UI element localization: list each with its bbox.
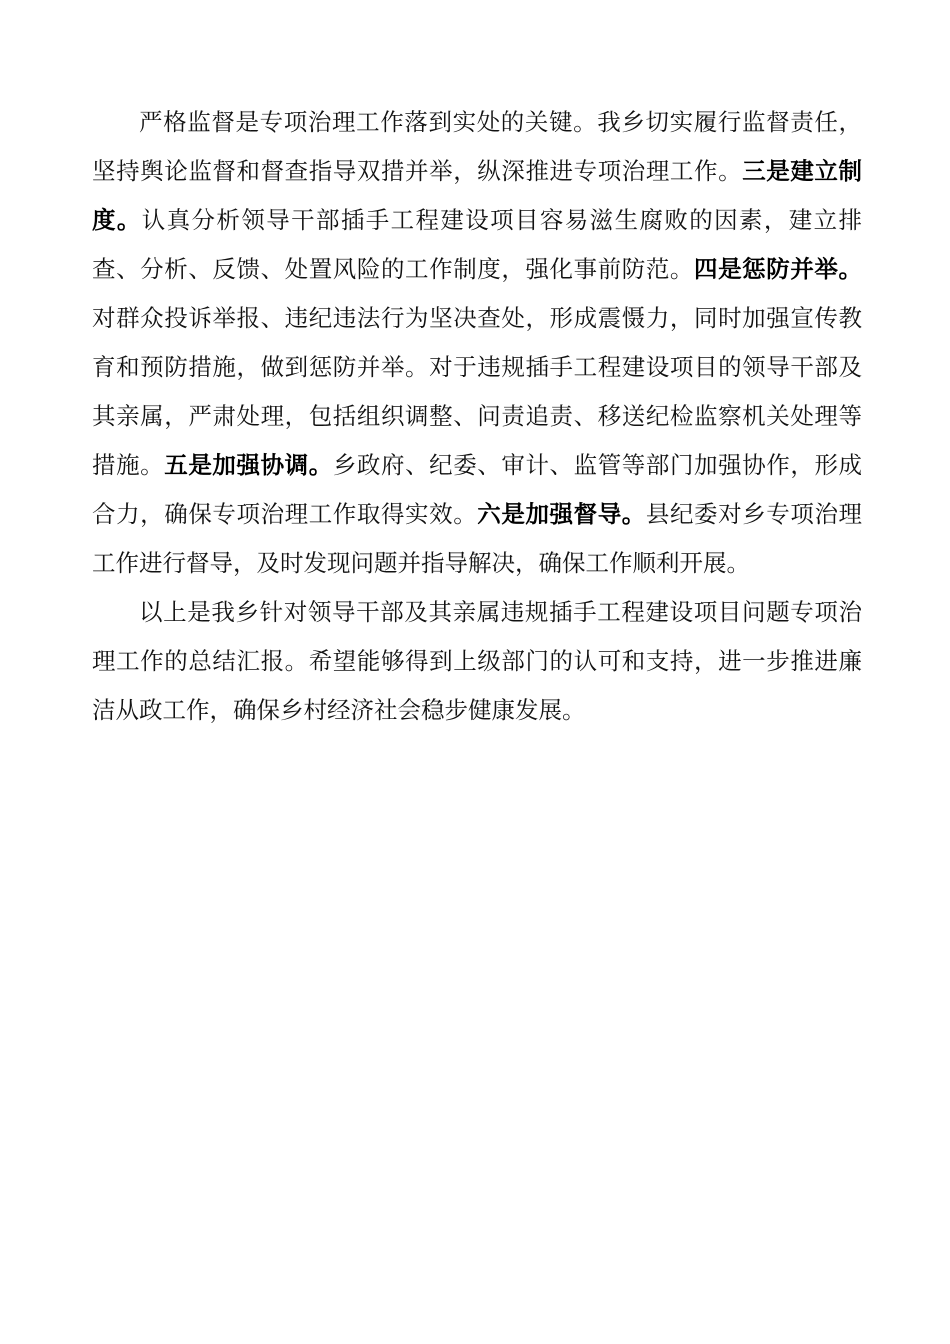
item-6-title: 六是加强督导。 [477,500,646,528]
item-5-text: 乡政府、纪委、审计、监管等部门加强协作，形成合力，确保专项治理工作取得实效。 [92,451,863,528]
paragraph-summary: 以上是我乡针对领导干部及其亲属违规插手工程建设项目问题专项治理工作的总结汇报。希望能够得到上级部门的认可和支持，进一步推进廉洁从政工作，确保乡村经济社会稳步健康发展。 [92,598,862,724]
item-3-title: 三是建立制度。 [92,157,863,234]
paragraph-intro: 严格监督是专项治理工作落到实处的关键。我乡切实履行监督责任，坚持舆论监督和督查指导双措并举，纵深推进专项治理工作。 [92,108,862,185]
item-4-text: 对群众投诉举报、违纪违法行为坚决查处，形成震慑力，同时加强宣传教育和预防措施，做到惩防并举。对于违规插手工程建设项目的领导干部及其亲属，严肃处理，包括组织调整、问责追责、移送纪检监察机关处理等措施。 [92,304,862,479]
item-6-text: 县纪委对乡专项治理工作进行督导，及时发现问题并指导解决，确保工作顺利开展。 [92,500,863,577]
item-4-title: 四是惩防并举。 [694,255,862,283]
item-3-text: 认真分析领导干部插手工程建设项目容易滋生腐败的因素，建立排查、分析、反馈、处置风险的工作制度，强化事前防范。 [92,206,863,283]
document-body [92,98,862,735]
paragraph-supervision [92,98,862,588]
item-5-title: 五是加强协调。 [164,451,333,479]
